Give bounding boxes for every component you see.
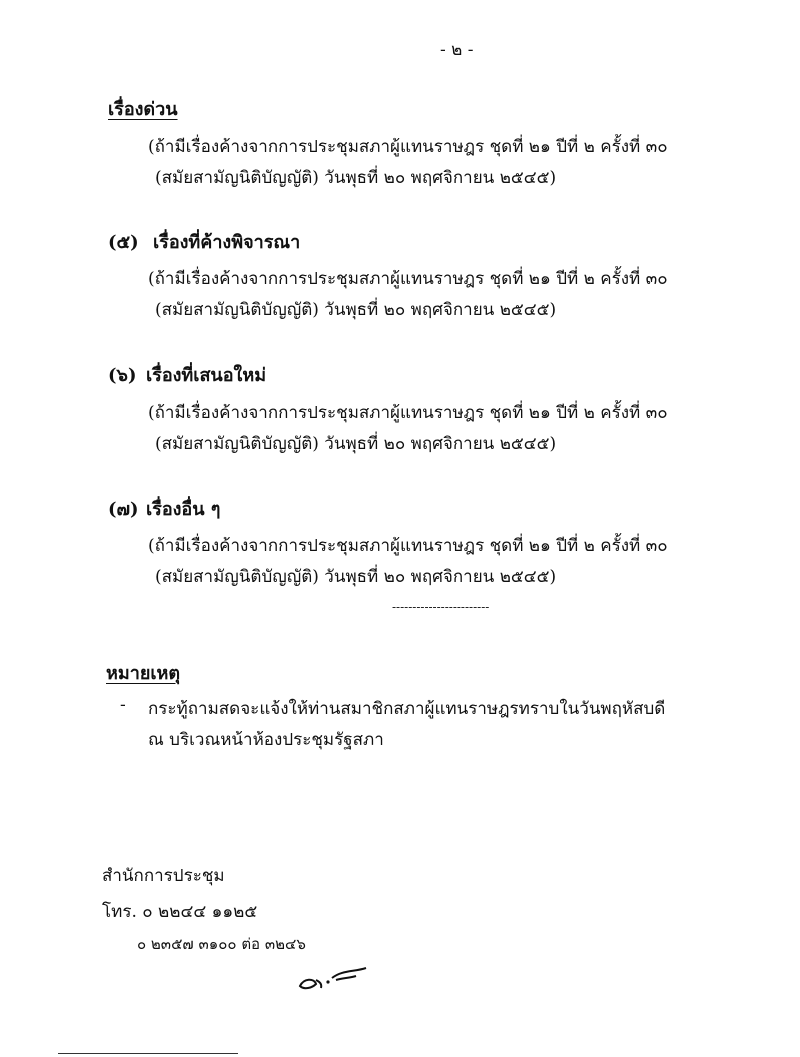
contact-phone-1: โทร. ๐ ๒๒๔๔ ๑๑๒๕ (102, 902, 258, 922)
contact-phone-2: ๐ ๒๓๕๗ ๓๑๐๐ ต่อ ๓๒๔๖ (137, 935, 306, 953)
section-title-new: เรื่องที่เสนอใหม่ (146, 365, 267, 386)
section-title-urgent: เรื่องด่วน (108, 99, 178, 120)
section-urgent-line-1: (ถ้ามีเรื่องค้างจากการประชุมสภาผู้แทนราษฎร ชุดที่ ๒๑ ปีที่ ๒ ครั้งที่ ๓๐ (148, 137, 668, 157)
section-number-5: (๕) (108, 232, 139, 253)
section-new-line-1: (ถ้ามีเรื่องค้างจากการประชุมสภาผู้แทนราษฎร ชุดที่ ๒๑ ปีที่ ๒ ครั้งที่ ๓๐ (148, 403, 668, 423)
section-title-pending: เรื่องที่ค้างพิจารณา (153, 232, 301, 253)
note-line-2: ณ บริเวณหน้าห้องประชุมรัฐสภา (148, 730, 384, 750)
section-pending-line-2: (สมัยสามัญนิติบัญญัติ) วันพุธที่ ๒๐ พฤศจิกายน ๒๕๔๕) (155, 300, 557, 320)
note-line-1: กระทู้ถามสดจะแจ้งให้ท่านสมาชิกสภาผู้แทนราษฎรทราบในวันพฤหัสบดี (148, 699, 666, 719)
note-bullet: - (120, 695, 126, 715)
note-title: หมายเหตุ (106, 663, 181, 684)
section-other-line-1: (ถ้ามีเรื่องค้างจากการประชุมสภาผู้แทนราษฎร ชุดที่ ๒๑ ปีที่ ๒ ครั้งที่ ๓๐ (148, 536, 668, 556)
page-number: - ๒ - (440, 40, 474, 60)
section-pending-line-1: (ถ้ามีเรื่องค้างจากการประชุมสภาผู้แทนราษฎร ชุดที่ ๒๑ ปีที่ ๒ ครั้งที่ ๓๐ (148, 269, 668, 289)
section-number-7: (๗) (108, 499, 139, 520)
section-other-line-2: (สมัยสามัญนิติบัญญัติ) วันพุธที่ ๒๐ พฤศจิกายน ๒๕๔๕) (155, 567, 557, 587)
signature-initials (292, 958, 372, 998)
section-new-line-2: (สมัยสามัญนิติบัญญัติ) วันพุธที่ ๒๐ พฤศจิกายน ๒๕๔๕) (155, 434, 557, 454)
section-title-other: เรื่องอื่น ๆ (146, 499, 221, 520)
section-urgent-line-2: (สมัยสามัญนิติบัญญัติ) วันพุธที่ ๒๐ พฤศจิกายน ๒๕๔๕) (155, 168, 557, 188)
section-number-6: (๖) (108, 365, 137, 386)
contact-office: สำนักการประชุม (102, 866, 225, 886)
separator-line: ------------------------ (392, 600, 490, 614)
footer-rule (58, 1053, 238, 1054)
